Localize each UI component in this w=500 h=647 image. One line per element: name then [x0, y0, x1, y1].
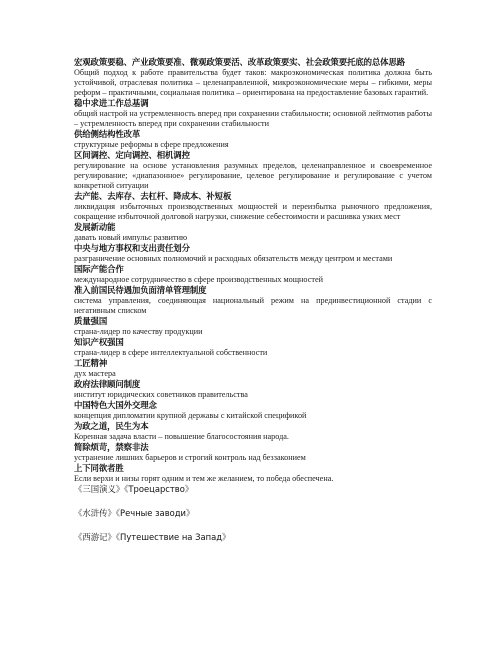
- chinese-term: 国际产能合作: [74, 264, 124, 274]
- russian-translation: институт юридических советников правительства: [74, 390, 248, 399]
- russian-translation: дух мастера: [74, 369, 116, 378]
- russian-translation: ликвидация избыточных производственных мощностей и переизбытка рыночного предложения, сокращение избыточной долговой нагрузки, снижение себестоимости и расшивка узких мест: [74, 202, 432, 221]
- chinese-term: 上下同欲者胜: [74, 463, 124, 473]
- glossary-entry: [74, 421, 432, 442]
- glossary-entry: [74, 463, 432, 484]
- chinese-term: 宏观政策要稳、产业政策要准、微观政策要活、改革政策要实、社会政策要托底的总体思路: [74, 57, 405, 67]
- book-title: 《水浒传》《Речные заводи》: [74, 508, 195, 518]
- glossary-entry: [74, 316, 432, 337]
- russian-translation: Общий подход к работе правительства будет таков: макроэкономическая политика должна быть устойчивой, отраслевая политика – целенаправленной, микроэкономические меры – гибкими, меры реформ – практичными, социальная политика – ориентирована на предоставление базовых гарантий.: [74, 68, 432, 97]
- chinese-term: 简除烦苛，禁察非法: [74, 442, 149, 452]
- russian-translation: международное сотрудничество в сфере производственных мощностей: [74, 275, 323, 284]
- russian-translation: структурные реформы в сфере предложения: [74, 140, 229, 149]
- russian-translation: разграничение основных полномочий и расходных обязательств между центром и местами: [74, 254, 393, 263]
- glossary-entry: [74, 400, 432, 421]
- glossary-entry: [74, 337, 432, 358]
- glossary-entry: [74, 98, 432, 129]
- chinese-term: 去产能、去库存、去杠杆、降成本、补短板: [74, 191, 232, 201]
- chinese-term: 知识产权强国: [74, 337, 124, 347]
- chinese-term: 为政之道，民生为本: [74, 421, 149, 431]
- russian-translation: страна-лидер в сфере интеллектуальной собственности: [74, 348, 268, 357]
- chinese-term: 质量强国: [74, 316, 108, 326]
- glossary-entry: [74, 243, 432, 264]
- glossary-entry: [74, 285, 432, 316]
- russian-translation: Коренная задача власти – повышение благосостояния народа.: [74, 432, 289, 441]
- glossary-entry: [74, 222, 432, 243]
- russian-translation: концепция дипломатии крупной державы с китайской спецификой: [74, 411, 307, 420]
- chinese-term: 供给侧结构性改革: [74, 129, 141, 139]
- document-body: [74, 57, 432, 543]
- chinese-term: 区间调控、定向调控、相机调控: [74, 150, 190, 160]
- chinese-term: 政府法律顾问制度: [74, 379, 141, 389]
- russian-translation: система управления, соединяющая национальный режим на прединвестиционной стадии с негативным списком: [74, 296, 432, 315]
- russian-translation: Если верхи и низы горят одним и тем же желанием, то победа обеспечена.: [74, 474, 334, 483]
- chinese-term: 稳中求进工作总基调: [74, 98, 149, 108]
- russian-translation: регулирование на основе установления разумных пределов, целенаправленное и своевременное регулирование; «диапазонное» регулирование, целевое регулирование и регулирование с учетом конкретной ситуации: [74, 161, 432, 190]
- glossary-entry: [74, 264, 432, 285]
- chinese-term: 准入前国民待遇加负面清单管理制度: [74, 285, 207, 295]
- chinese-term: 中国特色大国外交理念: [74, 400, 157, 410]
- chinese-term: 工匠精神: [74, 358, 108, 368]
- glossary-entry: [74, 57, 432, 98]
- glossary-entry: [74, 150, 432, 191]
- glossary-entry: [74, 358, 432, 379]
- russian-translation: страна-лидер по качеству продукции: [74, 327, 203, 336]
- russian-translation: давать новый импульс развитию: [74, 233, 188, 242]
- chinese-term: 中央与地方事权和支出责任划分: [74, 243, 190, 253]
- glossary-entry: [74, 191, 432, 222]
- book-title: 《三国演义》《Троецарство》: [74, 484, 194, 494]
- russian-translation: общий настрой на устремленность вперед при сохранении стабильности; основной лейтмотив работы – устремленность вперед при сохранении стабильности: [74, 109, 432, 128]
- glossary-entry: [74, 442, 432, 463]
- chinese-term: 发展新动能: [74, 222, 116, 232]
- russian-translation: устранение лишних барьеров и строгий контроль над беззаконием: [74, 453, 306, 462]
- glossary-entry: [74, 379, 432, 400]
- glossary-entry: [74, 129, 432, 150]
- glossary-list: [74, 57, 432, 484]
- book-title: 《西游记》《Путешествие на Запад》: [74, 532, 231, 542]
